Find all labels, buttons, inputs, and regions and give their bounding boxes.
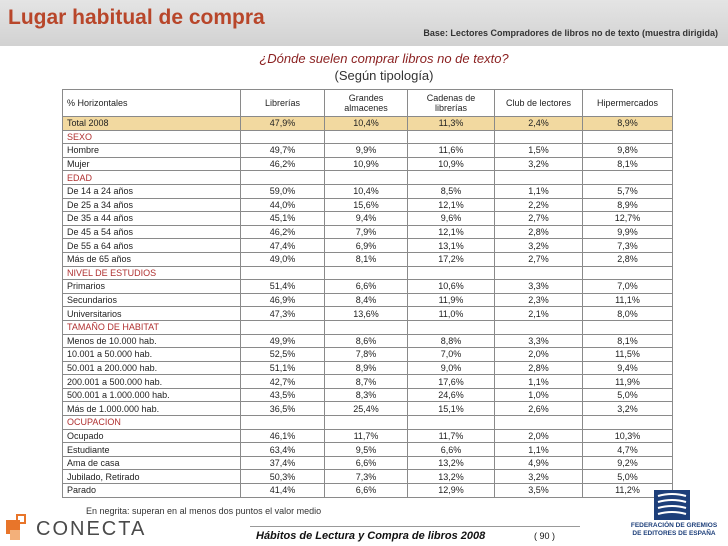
table-cell: 7,8% [325, 348, 408, 362]
table-cell: 11,7% [325, 429, 408, 443]
table-cell: 11,6% [408, 144, 495, 158]
column-header: Cadenas de librerías [408, 90, 495, 117]
table-cell: 8,9% [325, 361, 408, 375]
table-cell: 12,9% [408, 484, 495, 498]
table-cell: 17,2% [408, 252, 495, 266]
table-cell: 2,2% [495, 198, 583, 212]
table-cell: 37,4% [241, 456, 325, 470]
table-row [63, 456, 673, 470]
table-cell: 8,1% [583, 157, 673, 171]
federation-name: FEDERACIÓN DE GREMIOS DE EDITORES DE ESPAÑA [630, 522, 718, 537]
table-row [63, 212, 673, 226]
table-cell: 3,2% [495, 239, 583, 253]
table-cell: 10,9% [408, 157, 495, 171]
table-row [63, 252, 673, 266]
conecta-logo-icon [6, 514, 30, 542]
row-label: Secundarios [63, 293, 241, 307]
table-cell: 50,3% [241, 470, 325, 484]
table-cell [325, 130, 408, 144]
table-row [63, 402, 673, 416]
table-cell: 3,3% [495, 334, 583, 348]
table-cell: 6,6% [325, 484, 408, 498]
table-row [63, 239, 673, 253]
table-cell: 11,3% [408, 117, 495, 131]
table-cell: 46,9% [241, 293, 325, 307]
row-label: Universitarios [63, 307, 241, 321]
table-cell: 7,0% [583, 280, 673, 294]
table-cell: 9,2% [583, 456, 673, 470]
table-cell: 44,0% [241, 198, 325, 212]
table-cell: 9,9% [583, 225, 673, 239]
table-cell: 51,4% [241, 280, 325, 294]
table-cell: 2,7% [495, 212, 583, 226]
table-cell: 8,7% [325, 375, 408, 389]
table-row [63, 388, 673, 402]
table-cell: 15,6% [325, 198, 408, 212]
table-cell: 25,4% [325, 402, 408, 416]
page-title: Lugar habitual de compra [8, 6, 265, 29]
row-label: Mujer [63, 157, 241, 171]
table-cell [408, 266, 495, 280]
table-cell: 7,3% [325, 470, 408, 484]
table-cell: 4,7% [583, 443, 673, 457]
table-cell: 2,4% [495, 117, 583, 131]
table-cell: 9,0% [408, 361, 495, 375]
table-cell: 8,8% [408, 334, 495, 348]
table-cell [241, 266, 325, 280]
column-header: Hipermercados [583, 90, 673, 117]
table-cell: 10,9% [325, 157, 408, 171]
table-cell [495, 320, 583, 334]
table-cell: 10,6% [408, 280, 495, 294]
table-cell: 9,5% [325, 443, 408, 457]
table-cell: 5,0% [583, 470, 673, 484]
table-cell: 8,9% [583, 117, 673, 131]
table-cell [325, 320, 408, 334]
conecta-logo [6, 514, 176, 542]
table-row [63, 348, 673, 362]
table-cell: 10,4% [325, 184, 408, 198]
table-row [63, 184, 673, 198]
section-row [63, 171, 673, 185]
table-cell: 46,2% [241, 157, 325, 171]
row-label: OCUPACION [63, 416, 241, 430]
table-cell: 8,0% [583, 307, 673, 321]
table-cell [495, 416, 583, 430]
table-row [63, 361, 673, 375]
table-cell: 11,5% [583, 348, 673, 362]
row-label: De 45 a 54 años [63, 225, 241, 239]
table-row [63, 198, 673, 212]
table-row [63, 484, 673, 498]
table-cell: 13,6% [325, 307, 408, 321]
table-row [63, 443, 673, 457]
table-cell [325, 171, 408, 185]
base-note: Base: Lectores Compradores de libros no de texto (muestra dirigida) [423, 28, 718, 38]
table-row [63, 375, 673, 389]
row-label: Ocupado [63, 429, 241, 443]
data-table [62, 89, 673, 498]
column-header: Grandes almacenes [325, 90, 408, 117]
table-cell: 11,9% [408, 293, 495, 307]
table-cell: 11,0% [408, 307, 495, 321]
table-cell: 1,0% [495, 388, 583, 402]
table-cell: 49,0% [241, 252, 325, 266]
table-cell [495, 171, 583, 185]
row-label: Hombre [63, 144, 241, 158]
row-label: 200.001 a 500.000 hab. [63, 375, 241, 389]
table-cell [325, 416, 408, 430]
table-cell: 1,1% [495, 184, 583, 198]
table-cell: 8,6% [325, 334, 408, 348]
row-label: NIVEL DE ESTUDIOS [63, 266, 241, 280]
section-row [63, 320, 673, 334]
table-cell: 11,7% [408, 429, 495, 443]
row-label: TAMAÑO DE HABITAT [63, 320, 241, 334]
row-label: Más de 65 años [63, 252, 241, 266]
table-row [63, 280, 673, 294]
row-label: Más de 1.000.000 hab. [63, 402, 241, 416]
table-cell: 11,2% [583, 484, 673, 498]
row-label: 50.001 a 200.000 hab. [63, 361, 241, 375]
table-cell: 5,7% [583, 184, 673, 198]
table-cell: 2,6% [495, 402, 583, 416]
table-cell: 46,1% [241, 429, 325, 443]
table-cell [325, 266, 408, 280]
table-cell: 24,6% [408, 388, 495, 402]
table-cell: 2,0% [495, 429, 583, 443]
section-row [63, 266, 673, 280]
table-cell [408, 416, 495, 430]
table-cell: 47,3% [241, 307, 325, 321]
table-cell [408, 171, 495, 185]
table-cell [408, 130, 495, 144]
row-label: SEXO [63, 130, 241, 144]
table-cell: 2,8% [583, 252, 673, 266]
row-label: Total 2008 [63, 117, 241, 131]
row-label: 10.001 a 50.000 hab. [63, 348, 241, 362]
table-row [63, 307, 673, 321]
table-cell: 3,2% [583, 402, 673, 416]
table-cell: 1,1% [495, 443, 583, 457]
table-cell: 13,1% [408, 239, 495, 253]
table-cell: 17,6% [408, 375, 495, 389]
federation-logo-icon [654, 490, 690, 520]
table-cell: 10,3% [583, 429, 673, 443]
table-cell: 9,8% [583, 144, 673, 158]
table-cell: 3,5% [495, 484, 583, 498]
table-header-row [63, 90, 673, 117]
table-cell [241, 171, 325, 185]
footnote: En negrita: superan en al menos dos puntos el valor medio [86, 506, 322, 516]
section-row [63, 416, 673, 430]
table-cell [495, 130, 583, 144]
table-cell [408, 320, 495, 334]
table-cell: 2,8% [495, 225, 583, 239]
table-cell: 2,7% [495, 252, 583, 266]
table-cell: 11,9% [583, 375, 673, 389]
table-cell: 9,9% [325, 144, 408, 158]
table-cell: 4,9% [495, 456, 583, 470]
table-cell: 1,5% [495, 144, 583, 158]
table-cell: 46,2% [241, 225, 325, 239]
table-row [63, 470, 673, 484]
table-cell [583, 320, 673, 334]
table-cell: 12,7% [583, 212, 673, 226]
table-cell [241, 416, 325, 430]
table-cell: 2,3% [495, 293, 583, 307]
table-cell: 15,1% [408, 402, 495, 416]
table-cell: 2,0% [495, 348, 583, 362]
table-row [63, 157, 673, 171]
row-label: De 14 a 24 años [63, 184, 241, 198]
row-label: Estudiante [63, 443, 241, 457]
table-cell: 49,7% [241, 144, 325, 158]
table-cell: 43,5% [241, 388, 325, 402]
table-cell: 13,2% [408, 456, 495, 470]
table-cell: 8,3% [325, 388, 408, 402]
table-row [63, 225, 673, 239]
table-cell: 12,1% [408, 198, 495, 212]
section-row [63, 130, 673, 144]
table-cell: 2,8% [495, 361, 583, 375]
table-cell: 7,3% [583, 239, 673, 253]
table-cell: 8,1% [583, 334, 673, 348]
table-cell: 1,1% [495, 375, 583, 389]
report-title: Hábitos de Lectura y Compra de libros 2008 [256, 530, 486, 542]
table-cell: 36,5% [241, 402, 325, 416]
table-cell: 52,5% [241, 348, 325, 362]
row-label: Ama de casa [63, 456, 241, 470]
row-label: De 35 a 44 años [63, 212, 241, 226]
page-number: ( 90 ) [534, 531, 556, 541]
total-row [63, 117, 673, 131]
table-cell [241, 320, 325, 334]
table-cell: 7,0% [408, 348, 495, 362]
table-cell: 47,4% [241, 239, 325, 253]
table-cell: 6,6% [408, 443, 495, 457]
brand-name: CONECTA [36, 518, 147, 540]
table-cell: 9,4% [325, 212, 408, 226]
table-cell: 2,1% [495, 307, 583, 321]
table-cell: 6,6% [325, 456, 408, 470]
table-cell: 6,6% [325, 280, 408, 294]
column-header: Librerías [241, 90, 325, 117]
table-cell: 10,4% [325, 117, 408, 131]
table-cell: 7,9% [325, 225, 408, 239]
header-label: % Horizontales [63, 90, 241, 117]
table-cell: 63,4% [241, 443, 325, 457]
row-label: 500.001 a 1.000.000 hab. [63, 388, 241, 402]
table-cell: 3,3% [495, 280, 583, 294]
footer-divider [250, 526, 580, 527]
column-header: Club de lectores [495, 90, 583, 117]
table-cell: 41,4% [241, 484, 325, 498]
table-cell [241, 130, 325, 144]
table-cell: 9,4% [583, 361, 673, 375]
table-cell: 8,5% [408, 184, 495, 198]
row-label: EDAD [63, 171, 241, 185]
table-cell [495, 266, 583, 280]
table-cell: 49,9% [241, 334, 325, 348]
row-label: De 25 a 34 años [63, 198, 241, 212]
table-cell: 8,9% [583, 198, 673, 212]
question-subtitle: (Según tipología) [334, 68, 434, 83]
header-bar [0, 0, 728, 46]
table-cell: 8,4% [325, 293, 408, 307]
question-title: ¿Dónde suelen comprar libros no de texto? [259, 51, 509, 66]
table-cell: 5,0% [583, 388, 673, 402]
row-label: Primarios [63, 280, 241, 294]
row-label: De 55 a 64 años [63, 239, 241, 253]
table-row [63, 293, 673, 307]
table-cell: 6,9% [325, 239, 408, 253]
table-cell [583, 416, 673, 430]
table-cell: 51,1% [241, 361, 325, 375]
table-cell: 42,7% [241, 375, 325, 389]
table-cell [583, 171, 673, 185]
table-row [63, 429, 673, 443]
table-cell: 11,1% [583, 293, 673, 307]
table-cell: 47,9% [241, 117, 325, 131]
table-cell: 9,6% [408, 212, 495, 226]
table-cell: 59,0% [241, 184, 325, 198]
table-cell [583, 266, 673, 280]
table-cell: 3,2% [495, 157, 583, 171]
table-row [63, 144, 673, 158]
row-label: Parado [63, 484, 241, 498]
table-cell: 12,1% [408, 225, 495, 239]
table-cell: 45,1% [241, 212, 325, 226]
data-table-container [62, 89, 672, 498]
federation-logo [626, 490, 722, 544]
row-label: Jubilado, Retirado [63, 470, 241, 484]
table-cell: 13,2% [408, 470, 495, 484]
table-cell: 3,2% [495, 470, 583, 484]
table-row [63, 334, 673, 348]
row-label: Menos de 10.000 hab. [63, 334, 241, 348]
table-cell [583, 130, 673, 144]
table-cell: 8,1% [325, 252, 408, 266]
